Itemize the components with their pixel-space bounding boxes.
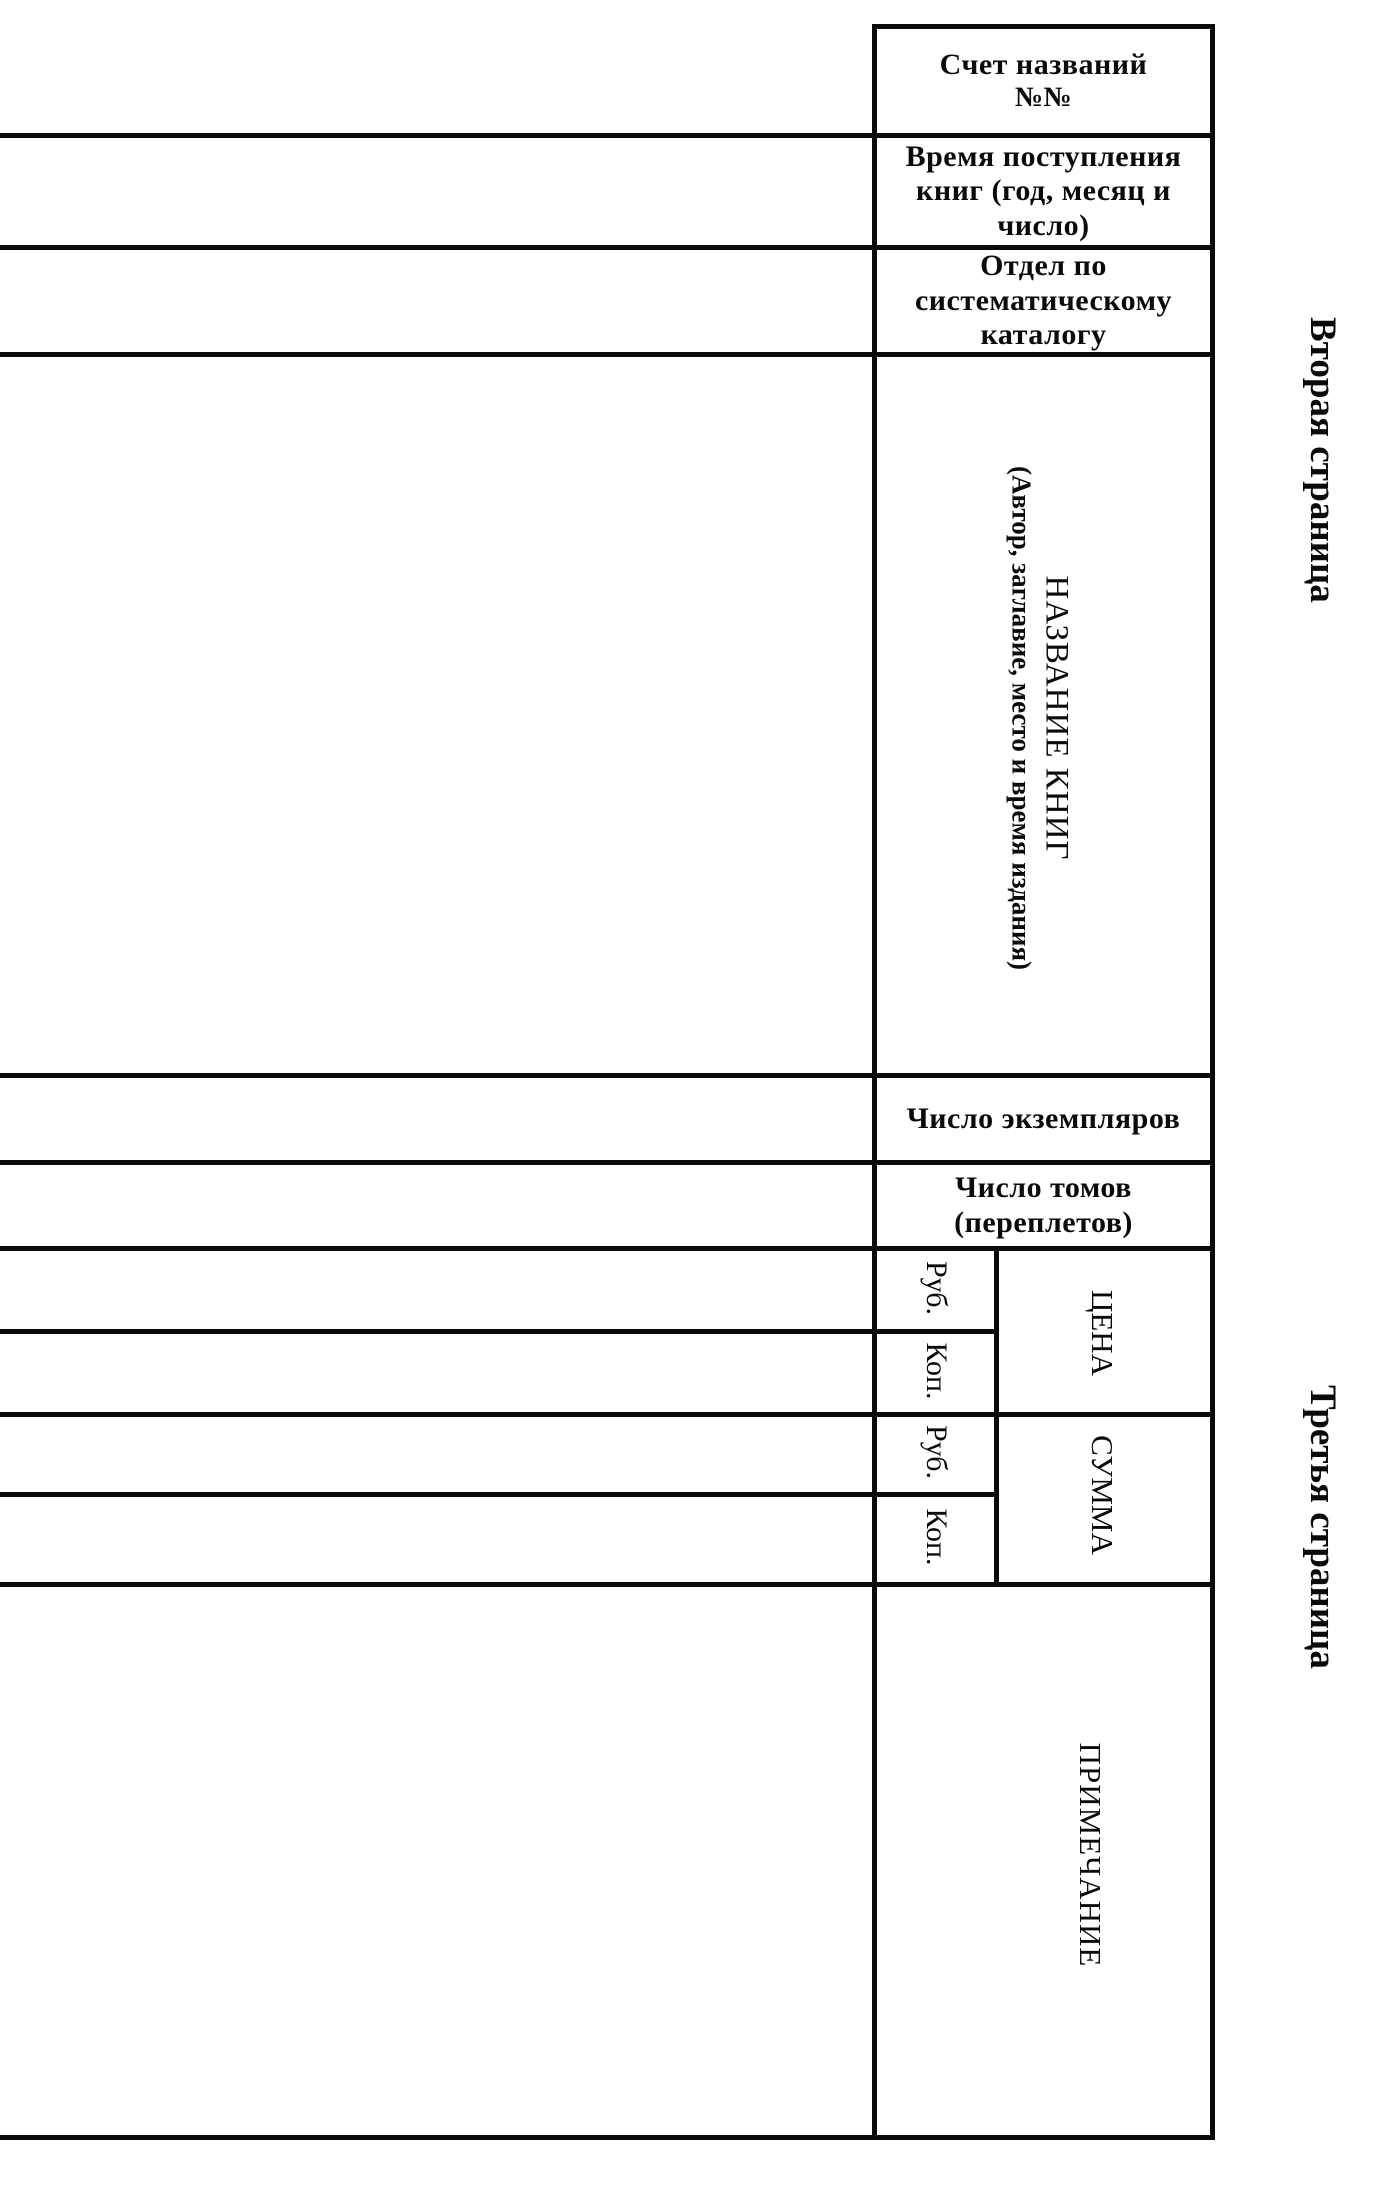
row-line xyxy=(0,2135,1215,2140)
header-copies-cell xyxy=(877,1078,1210,1160)
header-count: Счет названий xyxy=(939,47,1148,81)
sum-label: СУММА xyxy=(1085,1435,1120,1555)
price-kop-label: Коп. xyxy=(920,1342,953,1400)
header-title: НАЗВАНИЕ КНИГ xyxy=(1038,575,1075,861)
row-line xyxy=(0,1492,998,1497)
header-section: Отдел по систематическому каталогу xyxy=(914,249,1173,352)
table-right-border xyxy=(1210,24,1215,2139)
header-section-cell xyxy=(877,250,1210,352)
sum-kop-label: Коп. xyxy=(920,1508,953,1566)
header-volumes-cell xyxy=(877,1165,1210,1246)
row-line xyxy=(0,1246,1215,1251)
header-title-block xyxy=(1003,361,1075,1076)
second-page-label: Вторая страница xyxy=(1302,317,1343,603)
row-line xyxy=(0,1582,1215,1587)
header-date: Время поступления книг (год, месяц и число) xyxy=(905,139,1182,242)
price-label: ЦЕНА xyxy=(1085,1289,1120,1377)
header-volumes: Число томов (переплетов) xyxy=(954,1171,1133,1239)
header-note: ПРИМЕЧАНИЕ xyxy=(1073,1742,1108,1968)
header-count-number-sign: №№ xyxy=(1014,82,1073,114)
header-copies: Число экземпляров xyxy=(906,1101,1181,1135)
price-rub-label: Руб. xyxy=(920,1260,953,1316)
row-line xyxy=(0,1412,1215,1417)
header-date-cell xyxy=(877,138,1210,245)
row-line xyxy=(0,1329,998,1334)
row-line xyxy=(0,352,1215,357)
header-count-cell xyxy=(877,29,1210,133)
price-inner-separator xyxy=(994,1248,999,1586)
header-title-sub: (Автор, заглавие, место и время издания) xyxy=(1006,465,1037,971)
third-page-label: Третья страница xyxy=(1302,1385,1343,1669)
sum-rub-label: Руб. xyxy=(920,1424,953,1480)
